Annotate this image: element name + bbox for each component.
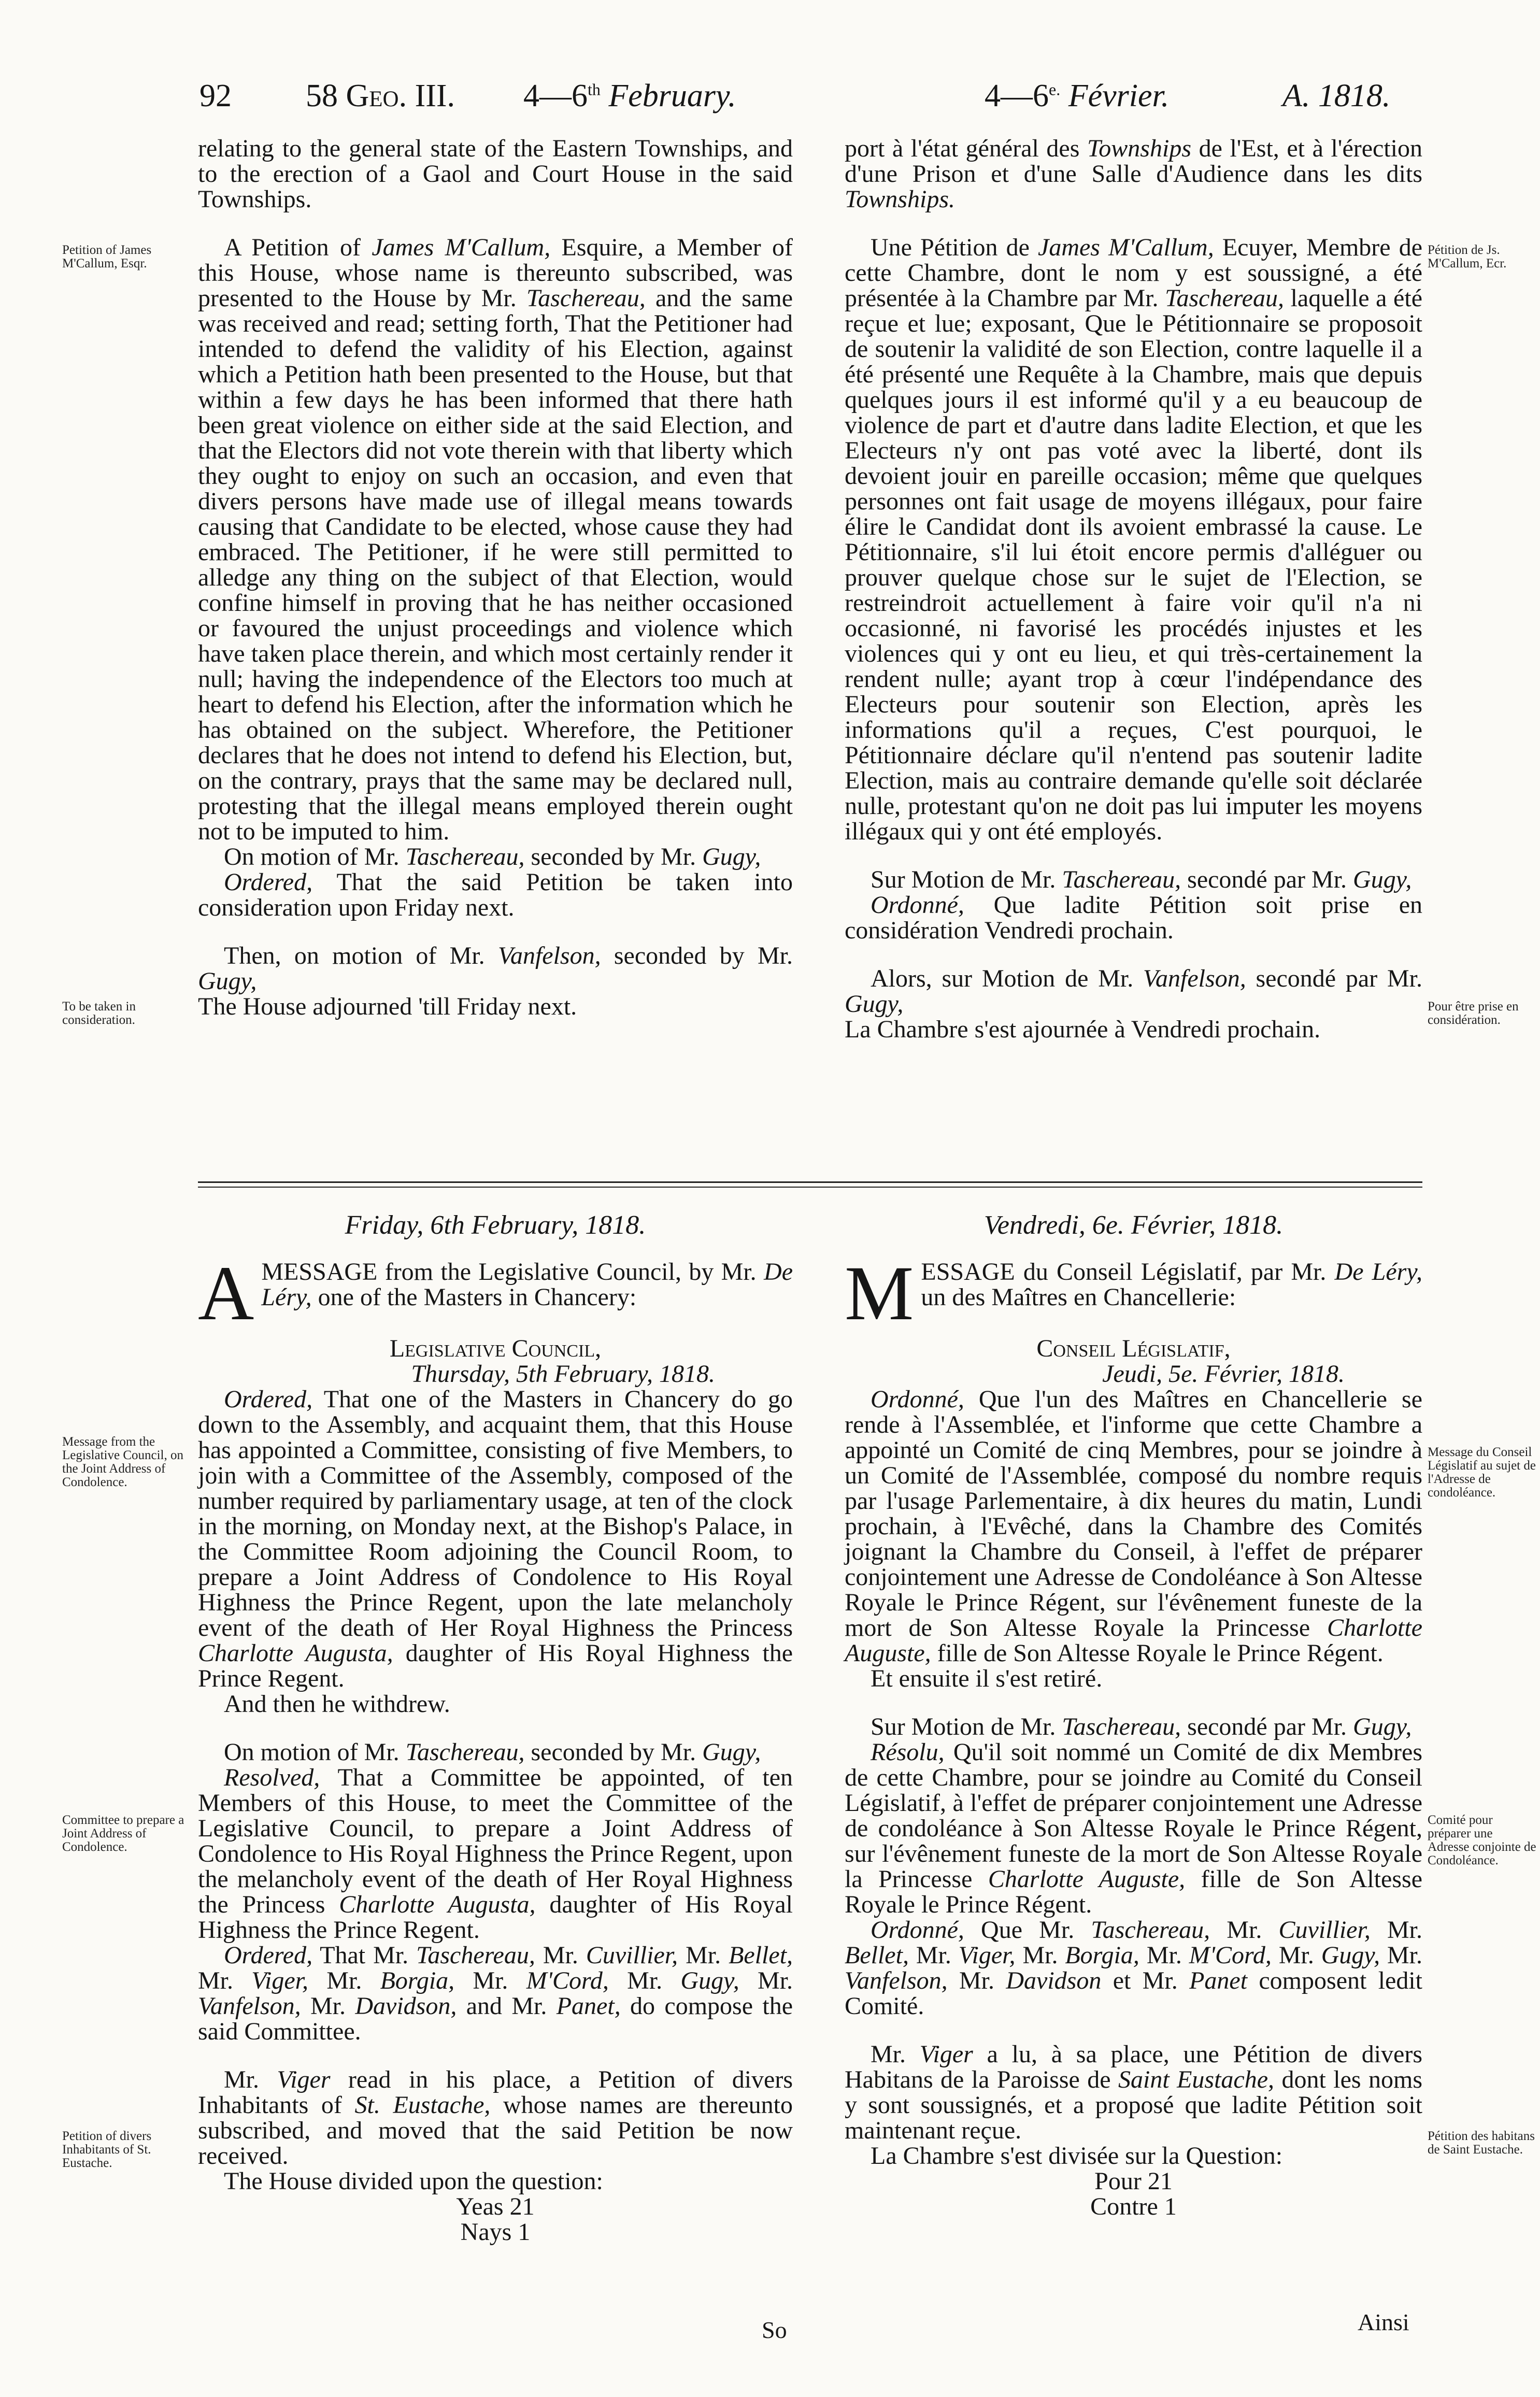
name: Taschereau, [1091, 1916, 1210, 1944]
text: port à l'état général des [845, 135, 1087, 162]
right-date-num: 4—6 [985, 78, 1049, 113]
left-date-sup: th [588, 80, 601, 99]
name: Borgia, [1065, 1942, 1139, 1969]
text: ESSAGE du Conseil Législatif, par Mr. [921, 1258, 1335, 1286]
french-column-top [845, 136, 1422, 1042]
name: Gugy, [680, 1967, 739, 1994]
name: Taschereau, [1062, 866, 1181, 893]
fr-pour: Pour 21 [1094, 2167, 1173, 2195]
eng-day-title: Friday, 6th February, 1818. [345, 1210, 646, 1240]
text: un des Maîtres en Chancellerie: [921, 1283, 1236, 1311]
text: Sur Motion de Mr. [871, 1713, 1062, 1740]
fr-motion-2 [845, 1714, 1422, 1739]
text: Sur Motion de Mr. [871, 866, 1062, 893]
text: fille de Son Altesse Royale le Prince Régent. [845, 1865, 1423, 1918]
fr-council-date [845, 1361, 1422, 1387]
name: Taschereau, [1062, 1713, 1181, 1740]
text: Qu'il soit nommé un Comité de dix Membres de cette Chambre, pour se joindre au Comité du Conseil Législatif, à l'effet de préparer conjointement une Adresse de condoléance à Son Altesse Royale le Prince Régent, sur l'évênement funeste de la mort de Son Altesse Royale la Princesse [845, 1738, 1422, 1893]
fr-committee-order [845, 1917, 1422, 2019]
term: Townships [1087, 135, 1191, 162]
name: Gugy, [702, 1738, 761, 1766]
fr-catchword: Ainsi [1358, 2309, 1409, 2335]
fr-resolu [845, 1739, 1422, 1917]
text: read in his place, a Petition of divers Inhabitants of [198, 2066, 793, 2119]
fr-continued-paragraph [845, 136, 1422, 212]
text: Mr. [908, 1942, 959, 1969]
year-label [1282, 78, 1390, 115]
fr-adjourn-motion [845, 966, 1422, 1017]
text: seconded by Mr. [524, 843, 703, 871]
text: Mr. [1139, 1942, 1189, 1969]
text: MESSAGE from the Legislative Council, by Mr. [261, 1258, 764, 1286]
text: Ecuyer, Membre de cette Chambre, dont le nom y est soussigné, a été présentée à la Chambre par Mr. [845, 234, 1422, 312]
english-column-bottom [198, 1250, 793, 2246]
margin-note-right-1: Pétition de Js. M'Callum, Ecr. [1428, 243, 1507, 270]
ordered-label: Ordered, [224, 1942, 313, 1969]
text: de l'Est, et à l'érection d'une Prison et d'une Salle d'Audience dans les dits [845, 135, 1423, 188]
french-column-bottom [845, 1250, 1423, 2220]
name: Charlotte Auguste, [845, 1614, 1422, 1667]
name: Davidson [1006, 1967, 1102, 1994]
text: do compose the said Committee. [198, 1992, 793, 2045]
text: Que ladite Pétition soit prise en considération Vendredi prochain. [845, 891, 1422, 944]
eng-resolved [198, 1765, 793, 1943]
section-rule-bottom [198, 1187, 1422, 1188]
eng-nays: Nays 1 [460, 2218, 531, 2246]
text: a lu, à sa place, une Pétition de divers Habitans de la Paroisse de [845, 2041, 1423, 2093]
drop-cap: A [198, 1250, 254, 1336]
fr-petition-paragraph [845, 235, 1422, 844]
name: St. Eustache, [354, 2091, 491, 2119]
ordered-label: Ordered, [224, 868, 313, 896]
text: Mr. [1370, 1916, 1423, 1944]
right-date-sup: e. [1049, 80, 1061, 99]
left-date-header [523, 78, 736, 115]
name: Gugy, [198, 967, 257, 995]
name: Cuvillier, [586, 1942, 678, 1969]
text: Que l'un des Maîtres en Chancellerie se rende à l'Assemblée, et l'informe que cette Chambre a appointé un Comité de cinq Membres, pour se joindre à un Comité de l'Assemblée, composé du nombre requis par l'usage Parlementaire, à dix heures du matin, Lundi prochain, à l'Evêché, dans la Chambre des Comités joignant la Chambre du Conseil, à l'effet de préparer conjointement une Adresse de Condoléance à Son Altesse Royale le Prince Régent, sur l'évênement funeste de la mort de Son Altesse Royale la Princesse [845, 1386, 1422, 1642]
text: et Mr. [1101, 1967, 1190, 1994]
fr-ordonne-paragraph [845, 892, 1422, 943]
text: On motion of Mr. [224, 1738, 406, 1766]
right-date-month: Février. [1068, 78, 1170, 113]
text: Mr. [535, 1942, 586, 1969]
eng-council-order [198, 1387, 793, 1691]
text: Que Mr. [964, 1916, 1091, 1944]
text: secondé par Mr. [1181, 1713, 1353, 1740]
text: Then, on motion of Mr. [224, 942, 498, 969]
fr-viger-petition [845, 2042, 1422, 2143]
eng-yeas: Yeas 21 [456, 2193, 535, 2220]
name: James M'Callum, [372, 234, 551, 261]
name: Panet, [556, 1992, 621, 2020]
margin-note-right-3: Message du Conseil Législatif au sujet de l'Adresse de condoléance. [1428, 1445, 1536, 1500]
text: seconded by Mr. [524, 1738, 703, 1766]
text: daughter of His Royal Highness the Prince Regent. [198, 1891, 793, 1944]
text: Mr. [608, 1967, 681, 1994]
name: Gugy, [845, 990, 904, 1018]
text: Mr. [678, 1942, 729, 1969]
text: That one of the Masters in Chancery do go down to the Assembly, and acquaint them, that this House has appointed a Committee, consisting of five Members, to join with a Committee of the Assembly, composed of the number required by parliamentary usage, at ten of the clock in the morning, on Monday next, at the Bishop's Palace, in the Committee Room adjoining the Council Room, to prepare a Joint Address of Condolence to His Royal Highness the Prince Regent, upon the late melancholy event of the death of Her Royal Highness the Princess [198, 1386, 793, 1642]
text: and the same was received and read; setting forth, That the Petitioner had intended to defend the validity of his Election, against which a Petition hath been presented to the House, but that within a few days he has been informed that there hath been great violence on either side at the said Election, and that the Electors did not vote therein with that liberty which they ought to enjoy on such an occasion, and even that divers persons have made use of illegal means towards causing that Candidate to be elected, whose cause they had embraced. The Petitioner, if he were still permitted to alledge any thing on the subject of that Election, would confine himself in proving that he has neither occasioned or favoured the unjust proceedings and violence which have taken place therein, and which most certainly render it null; having the independence of the Electors too much at heart to defend his Election, after the information which he has obtained on the subject. Wherefore, the Petitioner declares that he does not intend to defend his Election, but, on the contrary, prays that the same may be declared null, protesting that the illegal means employed therein ought not to be imputed to him. [198, 284, 793, 845]
eng-petition-paragraph [198, 235, 793, 844]
text: fille de Son Altesse Royale le Prince Régent. [931, 1639, 1384, 1667]
name: Viger [277, 2066, 331, 2093]
left-date-month: February. [608, 78, 736, 113]
eng-adjourn-motion [198, 943, 793, 994]
text: Mr. [301, 1992, 355, 2020]
name: De Léry, [261, 1258, 793, 1311]
text: composent ledit Comité. [845, 1967, 1423, 2020]
name: Viger, [958, 1942, 1016, 1969]
fr-adjourned: La Chambre s'est ajournée à Vendredi prochain. [845, 1016, 1321, 1043]
fr-contre: Contre 1 [1090, 2193, 1177, 2220]
text: Mr. [308, 1967, 380, 1994]
resolu-label: Résolu, [871, 1738, 945, 1766]
eng-catchword: So [762, 2317, 787, 2343]
margin-note-left-3: Message from the Legislative Council, on the Joint Address of Condolence. [62, 1435, 183, 1489]
text: seconded by Mr. [601, 942, 793, 969]
text: Mr. [947, 1967, 1006, 1994]
text: A Petition of [224, 234, 372, 261]
page-number: 92 [199, 78, 232, 113]
english-column-top [198, 136, 793, 1019]
text: laquelle a été reçue et lue; exposant, Que le Pétitionnaire se proposoit de soutenir la validité de son Election, contre laquelle il a été présenté une Requête à la Chambre, mais que depuis quelques jours il est informé qu'il y a eu beaucoup de violence de part et d'autre dans ladite Election, et que les Electeurs n'y ont pas voté avec la liberté, dont ils devoient jouir en pareille occasion; même que quelques personnes ont fait usage de moyens illégaux, pour faire élire le Candidat dont ils avoient embrassé la cause. Le Pétitionnaire, s'il lui étoit encore permis d'alléguer ou prouver quelque chose sur le sujet de l'Election, se restreindroit actuellement à faire voir qu'il n'a ni occasionné, ni favorisé les procédés injustes et les violences qui y ont eu lieu, et qui très-certainement la rendent nulle; ayant trop à cœur l'indépendance des Electeurs pour soutenir son Election, après les informations qu'il a reçues, C'est pourquoi, le Pétitionnaire déclare qu'il n'entend pas soutenir ladite Election, mais au contraire demande qu'elle soit déclarée nulle, protestant qu'on ne doit pas lui imputer les moyens illégaux qui y ont été employés. [845, 284, 1422, 845]
ordonne-label: Ordonné, [871, 891, 964, 919]
ordonne-label: Ordonné, [871, 1916, 964, 1944]
fr-withdrew: Et ensuite il s'est retiré. [871, 1665, 1103, 1692]
name: Borgia, [380, 1967, 455, 1994]
text: Mr. [454, 1967, 526, 1994]
text: dont les noms y sont soussignés, et a proposé que ladite Pétition soit maintenant reçue. [845, 2066, 1423, 2144]
name: Gugy, [1353, 866, 1412, 893]
reign-label: 58 Geo. III. [306, 78, 455, 113]
eng-committee-order [198, 1943, 793, 2044]
ordered-label: Ordered, [224, 1386, 313, 1413]
eng-message-paragraph [198, 1250, 793, 1336]
text: That a Committee be appointed, of ten Members of this House, to meet the Committee of the Legislative Council, to prepare a Joint Address of Condolence to His Royal Highness the Prince Regent, upon the melancholy event of the death of Her Royal Highness the Princess [198, 1764, 793, 1918]
fr-council-heading: Conseil Législatif, [1036, 1335, 1231, 1362]
name: Taschereau, [405, 843, 525, 871]
date: Jeudi, 5e. Février, 1818. [1102, 1360, 1345, 1388]
text: Mr. [1210, 1916, 1279, 1944]
name: Gugy, [1353, 1713, 1412, 1740]
fr-divided: La Chambre s'est divisée sur la Question: [871, 2142, 1283, 2170]
text: Mr. [871, 2041, 920, 2068]
text: Esquire, a Member of this House, whose name is thereunto subscribed, was presented to the House by Mr. [198, 234, 793, 312]
text: Alors, sur Motion de Mr. [871, 965, 1144, 992]
left-date-num: 4—6 [523, 78, 588, 113]
name: Charlotte Augusta, [198, 1639, 393, 1667]
name: Gugy, [1321, 1942, 1380, 1969]
eng-council-date [198, 1361, 793, 1387]
text: That the said Petition be taken into consideration upon Friday next. [198, 868, 793, 921]
name: M'Cord, [526, 1967, 609, 1994]
eng-viger-petition [198, 2067, 793, 2168]
text: Mr. [1015, 1942, 1065, 1969]
name: De Léry, [1334, 1258, 1422, 1286]
text: Mr. [1271, 1942, 1321, 1969]
drop-cap: M [845, 1250, 914, 1336]
name: Vanfelson, [198, 1992, 301, 2020]
eng-continued-paragraph: relating to the general state of the Eastern Townships, and to the erection of a Gaol and Court House in the said Townships. [198, 135, 793, 213]
text: Mr. [739, 1967, 793, 1994]
fr-message-paragraph [845, 1250, 1422, 1336]
term: Townships. [845, 186, 955, 213]
name: Taschereau, [405, 1738, 525, 1766]
name: Vanfelson, [1143, 965, 1246, 992]
text: Mr. [224, 2066, 277, 2093]
eng-ordered-paragraph [198, 869, 793, 920]
text: secondé par Mr. [1181, 866, 1353, 893]
text: secondé par Mr. [1246, 965, 1422, 992]
text: Mr. [198, 1967, 252, 1994]
margin-note-right-2: Pour être prise en considération. [1428, 1000, 1519, 1027]
name: Taschereau, [1165, 284, 1284, 312]
margin-note-right-5: Pétition des habitans de Saint Eustache. [1428, 2129, 1535, 2157]
right-date-header [985, 78, 1169, 115]
name: Viger, [251, 1967, 309, 1994]
text: whose names are thereunto subscribed, and moved that the said Petition be now received. [198, 2091, 793, 2170]
name: Charlotte Auguste, [988, 1865, 1186, 1893]
text: On motion of Mr. [224, 843, 406, 871]
text: daughter of His Royal Highness the Prince Regent. [198, 1639, 793, 1692]
name: Vanfelson, [845, 1967, 948, 1994]
section-rule-top [198, 1181, 1422, 1183]
name: Davidson, [355, 1992, 457, 2020]
eng-council-heading: Legislative Council, [389, 1335, 602, 1362]
name: Viger [919, 2041, 973, 2068]
text: Mr. [1380, 1942, 1422, 1969]
text: Une Pétition de [871, 234, 1038, 261]
name: Vanfelson, [497, 942, 601, 969]
resolved-label: Resolved, [224, 1764, 320, 1791]
text: and Mr. [457, 1992, 557, 2020]
eng-withdrew: And then he withdrew. [224, 1690, 450, 1718]
name: Gugy, [702, 843, 761, 871]
name: Charlotte Augusta, [339, 1891, 536, 1918]
name: Bellet, [845, 1942, 909, 1969]
name: M'Cord, [1189, 1942, 1272, 1969]
year-text: A. 1818. [1282, 78, 1391, 113]
name: James M'Callum, [1038, 234, 1214, 261]
margin-note-left-4: Committee to prepare a Joint Address of Condolence. [62, 1813, 184, 1854]
margin-note-right-4: Comité pour préparer une Adresse conjointe de Condoléance. [1428, 1813, 1536, 1867]
text: one of the Masters in Chancery: [311, 1283, 637, 1311]
margin-note-left-5: Petition of divers Inhabitants of St. Eustache. [62, 2129, 152, 2170]
name: Bellet, [729, 1942, 793, 1969]
fr-day-title: Vendredi, 6e. Février, 1818. [983, 1210, 1284, 1240]
name: Saint Eustache, [1118, 2066, 1275, 2093]
name: Taschereau, [416, 1942, 535, 1969]
date: Thursday, 5th February, 1818. [411, 1360, 715, 1388]
eng-divided: The House divided upon the question: [224, 2167, 603, 2195]
name: Taschereau, [526, 284, 646, 312]
margin-note-left-2: To be taken in consideration. [62, 1000, 136, 1027]
name: Panet [1189, 1967, 1248, 1994]
name: Cuvillier, [1278, 1916, 1371, 1944]
text: That Mr. [312, 1942, 417, 1969]
eng-motion-paragraph [198, 844, 793, 869]
fr-council-order [845, 1387, 1422, 1666]
fr-motion-paragraph [845, 867, 1422, 892]
margin-note-left-1: Petition of James M'Callum, Esqr. [62, 243, 152, 270]
ordonne-label: Ordonné, [871, 1386, 964, 1413]
eng-motion-2 [198, 1739, 793, 1765]
eng-adjourned: The House adjourned 'till Friday next. [198, 993, 577, 1020]
